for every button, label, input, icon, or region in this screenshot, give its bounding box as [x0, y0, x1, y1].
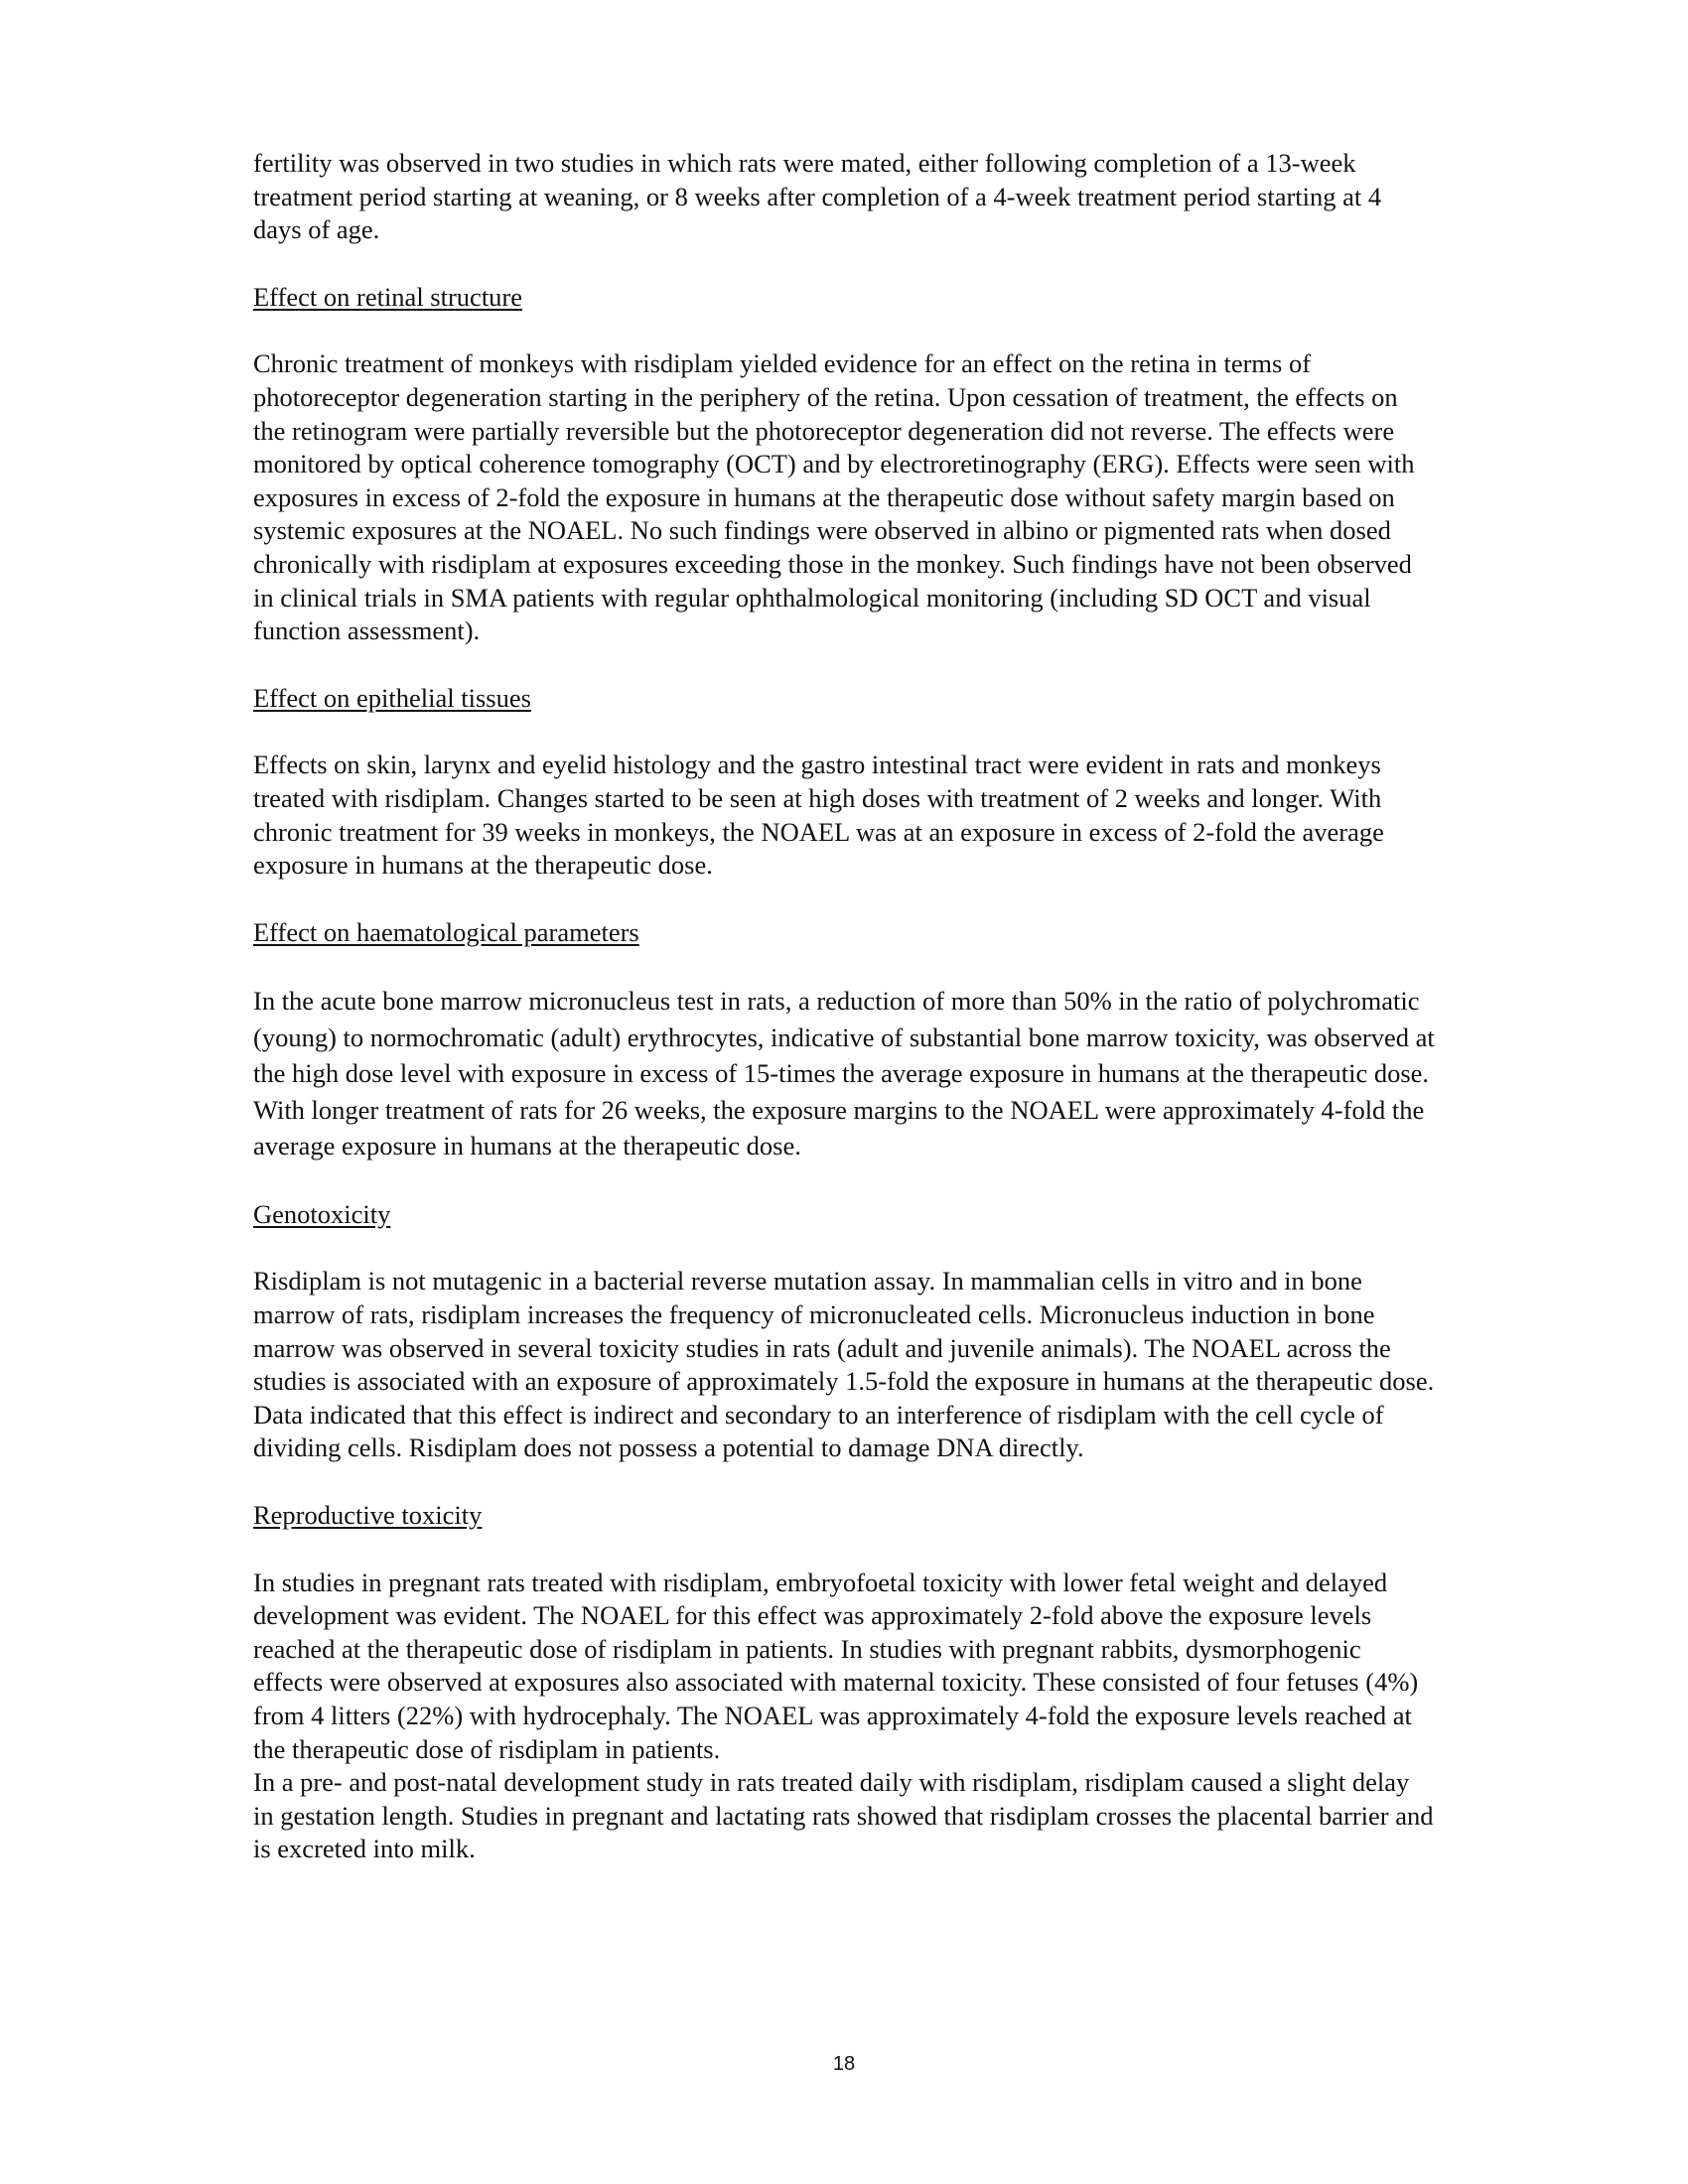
section-heading: Genotoxicity [253, 1198, 391, 1229]
section-paragraph: Chronic treatment of monkeys with risdiplam yielded evidence for an effect on the retina in terms of photoreceptor degeneration starting in the periphery of the retina. Upon cessation of treatment, the effects on the retinogram were partially reversible but the photoreceptor degeneration did not reverse. The effects were monitored by optical coherence tomography (OCT) and by electroretinography (ERG). Effects were seen with exposures in excess of 2-fold the exposure in humans at the therapeutic dose without safety margin based on systemic exposures at the NOAEL. No such findings were observed in albino or pigmented rats when dosed chronically with risdiplam at exposures exceeding those in the monkey. Such findings have not been observed in clinical trials in SMA patients with regular ophthalmological monitoring (including SD OCT and visual function assessment). [253, 348, 1415, 646]
section-paragraph: In the acute bone marrow micronucleus test in rats, a reduction of more than 50% in the ratio of polychromatic (young) to normochromatic (adult) erythrocytes, indicative of substantial bone marrow toxicity, was observed at the high dose level with exposure in excess of 15-times the average exposure in humans at the therapeutic dose. With longer treatment of rats for 26 weeks, the exposure margins to the NOAEL were approximately 4-fold the average exposure in humans at the therapeutic dose. [253, 986, 1435, 1161]
section-heading: Effect on epithelial tissues [253, 682, 531, 713]
document-body [253, 147, 1435, 1900]
page-number: 18 [832, 2053, 856, 2075]
section-paragraph: In studies in pregnant rats treated with risdiplam, embryofoetal toxicity with lower fetal weight and delayed development was evident. The NOAEL for this effect was approximately 2-fold above the exposure levels reached at the therapeutic dose of risdiplam in patients. In studies with pregnant rabbits, dysmorphogenic effects were observed at exposures also associated with maternal toxicity. These consisted of four fetuses (4%) from 4 litters (22%) with hydrocephaly. The NOAEL was approximately 4-fold the exposure levels reached at the therapeutic dose of risdiplam in patients. [253, 1567, 1419, 1764]
section-haematological-parameters [253, 916, 1435, 1164]
section-heading: Effect on haematological parameters [253, 916, 639, 947]
section-genotoxicity [253, 1198, 1435, 1465]
section-heading: Effect on retinal structure [253, 281, 523, 312]
section-epithelial-tissues [253, 682, 1435, 883]
section-paragraph: Effects on skin, larynx and eyelid histology and the gastro intestinal tract were evident in rats and monkeys treated with risdiplam. Changes started to be seen at high doses with treatment of 2 weeks and longer. With chronic treatment for 39 weeks in monkeys, the NOAEL was at an exposure in excess of 2-fold the average exposure in humans at the therapeutic dose. [253, 750, 1384, 881]
section-retinal-structure [253, 281, 1435, 648]
section-reproductive-toxicity [253, 1499, 1435, 1866]
section-heading: Reproductive toxicity [253, 1499, 483, 1530]
section-paragraph: Risdiplam is not mutagenic in a bacterial reverse mutation assay. In mammalian cells in vitro and in bone marrow of rats, risdiplam increases the frequency of micronucleated cells. Micronucleus induction in bone marrow was observed in several toxicity studies in rats (adult and juvenile animals). The NOAEL across the studies is associated with an exposure of approximately 1.5-fold the exposure in humans at the therapeutic dose. Data indicated that this effect is indirect and secondary to an interference of risdiplam with the cell cycle of dividing cells. Risdiplam does not possess a potential to damage DNA directly. [253, 1266, 1435, 1463]
intro-paragraph: fertility was observed in two studies in which rats were mated, either following completion of a 13-week treatment period starting at weaning, or 8 weeks after completion of a 4-week treatment period starting at 4 days of age. [253, 148, 1382, 245]
section-paragraph: In a pre- and post-natal development study in rats treated daily with risdiplam, risdiplam caused a slight delay in gestation length. Studies in pregnant and lactating rats showed that risdiplam crosses the placental barrier and is excreted into milk. [253, 1767, 1434, 1864]
